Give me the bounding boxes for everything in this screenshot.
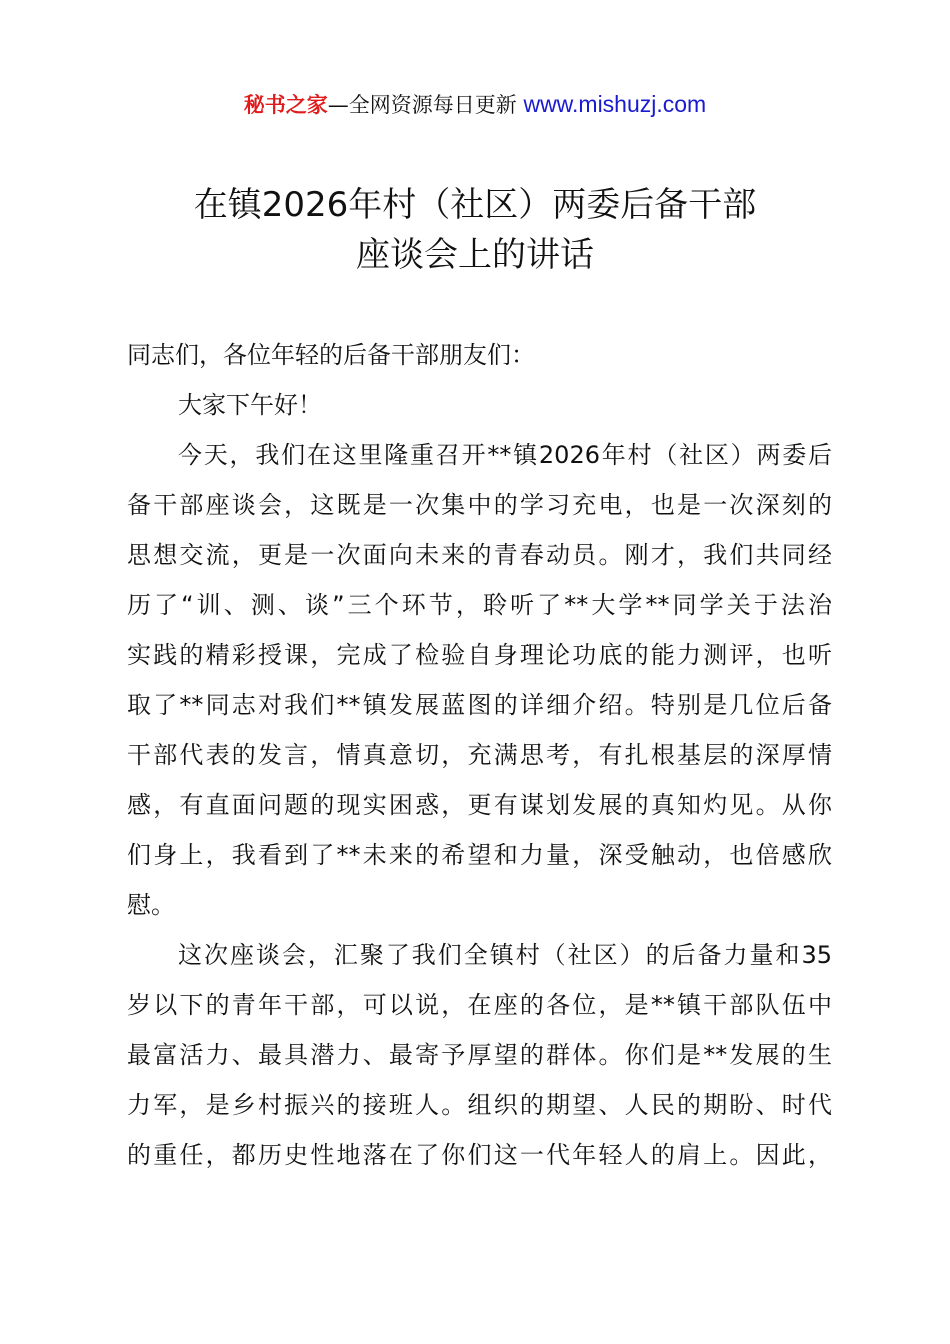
body-text-line: 思想交流，更是一次面向未来的青春动员。刚才，我们共同经: [127, 541, 832, 569]
site-url-link[interactable]: www.mishuzj.com: [523, 91, 707, 117]
document-title-line-2: 座谈会上的讲话: [356, 235, 594, 275]
body-text-line: 感，有直面问题的现实困惑，更有谋划发展的真知灼见。从你: [127, 791, 832, 819]
body-text-line: 取了**同志对我们**镇发展蓝图的详细介绍。特别是几位后备: [127, 691, 832, 719]
body-text-line: 同志们，各位年轻的后备干部朋友们：: [127, 341, 535, 369]
body-text-line: 力军，是乡村振兴的接班人。组织的期望、人民的期盼、时代: [127, 1091, 832, 1119]
body-text-line: 们身上，我看到了**未来的希望和力量，深受触动，也倍感欣: [127, 841, 832, 869]
document-title-line-1: 在镇2026年村（社区）两委后备干部: [193, 185, 757, 225]
body-text-line: 备干部座谈会，这既是一次集中的学习充电，也是一次深刻的: [127, 491, 832, 519]
body-text-line: 最富活力、最具潜力、最寄予厚望的群体。你们是**发展的生: [127, 1041, 832, 1069]
document-body: [127, 330, 832, 1180]
site-header: [0, 88, 950, 121]
body-text-line: 大家下午好！: [178, 391, 322, 419]
body-text-line: 今天，我们在这里隆重召开**镇2026年村（社区）两委后: [178, 441, 832, 469]
body-text-line: 干部代表的发言，情真意切，充满思考，有扎根基层的深厚情: [127, 741, 832, 769]
body-text-line: 岁以下的青年干部，可以说，在座的各位，是**镇干部队伍中: [127, 991, 832, 1019]
body-text-line: 慰。: [127, 891, 175, 919]
body-text-line: 实践的精彩授课，完成了检验自身理论功底的能力测评，也听: [127, 641, 832, 669]
header-slogan: —全网资源每日更新: [327, 93, 524, 117]
brand-name: 秘书之家: [243, 93, 328, 117]
body-text-line: 历了“训、测、谈”三个环节，聆听了**大学**同学关于法治: [127, 591, 832, 619]
body-text-line: 的重任，都历史性地落在了你们这一代年轻人的肩上。因此，: [127, 1141, 832, 1169]
body-text-line: 这次座谈会，汇聚了我们全镇村（社区）的后备力量和35: [178, 941, 832, 969]
